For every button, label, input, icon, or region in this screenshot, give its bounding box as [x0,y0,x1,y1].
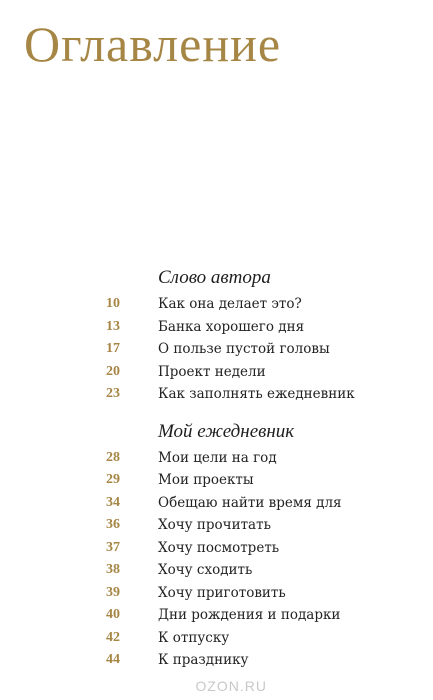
entry-title: Хочу прочитать [158,517,271,533]
page-number: 39 [106,584,120,600]
toc-entry[interactable] [0,627,433,650]
entry-title: К празднику [158,652,249,668]
toc-entry[interactable] [0,383,433,406]
ozon-watermark: OZON.RU [195,678,267,694]
toc-entry[interactable] [0,469,433,492]
section-heading: Слово автора [158,267,271,288]
toc-entry[interactable] [0,361,433,384]
entry-title: О пользе пустой головы [158,341,330,357]
entry-title: К отпуску [158,629,230,646]
page-number: 20 [106,363,120,379]
entry-title: Как заполнять ежедневник [158,386,355,402]
section-heading: Мой ежедневник [158,420,295,442]
entry-title: Мои цели на год [158,449,277,466]
page-number: 23 [106,386,120,401]
page-number: 17 [106,341,120,356]
entry-title: Мои проекты [158,472,254,488]
page-number: 44 [106,652,120,667]
toc-entry[interactable] [0,338,433,361]
toc-section-my-diary [0,420,433,672]
toc-entry[interactable] [0,316,433,339]
toc-entry[interactable] [0,649,433,672]
page-number: 37 [106,539,120,555]
entry-title: Дни рождения и подарки [158,607,341,623]
toc-entry[interactable] [0,293,433,316]
page-number: 10 [106,296,120,311]
toc-entry[interactable] [0,514,433,537]
toc-entry[interactable] [0,447,433,470]
page-number: 29 [106,472,120,487]
toc-entry[interactable] [0,559,433,582]
entry-title: Хочу приготовить [158,584,286,601]
page-title: Оглавление [24,16,282,72]
page-number: 40 [106,607,120,622]
toc-section-author-word [0,266,433,406]
page-number: 34 [106,494,120,510]
toc-entry[interactable] [0,604,433,627]
page-number: 36 [106,517,120,532]
entry-title: Хочу сходить [158,562,253,578]
toc-entry[interactable] [0,582,433,605]
entry-title: Хочу посмотреть [158,539,280,556]
entry-title: Как она делает это? [158,296,302,312]
page-number: 13 [106,318,120,334]
table-of-contents [0,266,433,672]
toc-entry[interactable] [0,492,433,515]
entry-title: Проект недели [158,363,266,380]
entry-title: Обещаю найти время для [158,494,342,511]
entry-title: Банка хорошего дня [158,318,305,335]
page-number: 38 [106,562,120,577]
page-number: 28 [106,449,120,465]
toc-entry[interactable] [0,537,433,560]
page-number: 42 [106,629,120,645]
